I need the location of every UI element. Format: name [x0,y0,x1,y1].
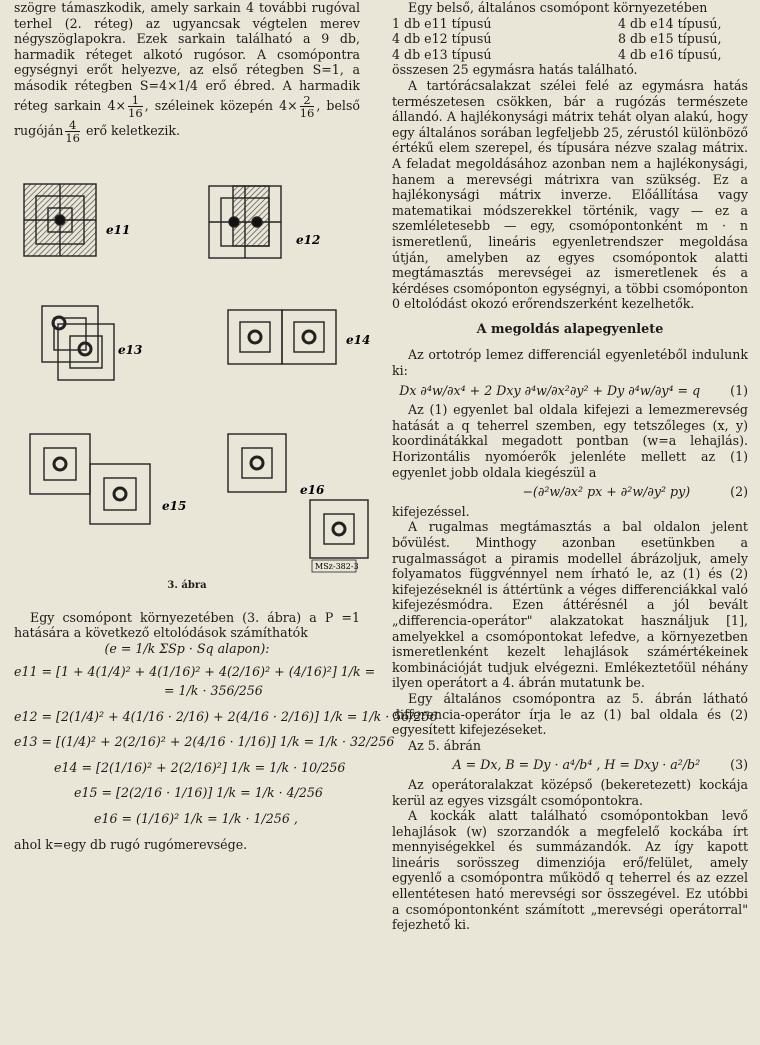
section-heading: A megoldás alapegyenlete [476,321,664,337]
equation-e11: e11 = [1 + 4(1/4)² + 4(1/16)² + 4(2/16)² + (4/16)²] 1/k = [14,664,376,680]
equation-e13: e13 = [(1/4)² + 2(2/16)² + 2(4/16 · 1/16)] 1/k = 1/k · 32/256 [14,734,395,750]
right-paragraph-1b: összesen 25 egymásra hatás található. [392,62,638,78]
right-paragraph-8: Az 5. ábrán [408,737,481,753]
figure-label-e12: e12 [296,232,321,247]
type-table [392,16,748,63]
fraction: $\frac{2}{16}$ [299,92,315,120]
figure-label-e13: e13 [118,342,143,357]
type-row: 4 db e12 típusú 8 db e15 típusú, [392,31,722,47]
left-paragraph-3: ahol k=egy db rugó rugómerevsége. [14,836,248,852]
right-paragraph-10: A kockák alatt található csomópontokban levő lehajlások (w) szorzandók a megfelelő kockába írt mennyiségekkel és summázandók. Az így kapott lineáris sorösszeg dimenziója erő/felület, amely egyenlő a csomópontra működő q teherrel és az ezzel ellentétesen ható merevségi sor összegével. Ez utóbbi a csomópontonként számított „merevségi operátorral" fejezhető ki. [392,808,748,933]
figure-label-e16: e16 [300,482,325,497]
right-paragraph-4: Az (1) egyenlet bal oldala kifejezi a lemezmerevség hatását a q teherrel szemben, egy tetszőleges (x, y) koordinátákkal megadott pontban (w=a lehajlás). Horizontális nyomóerők jelenléte mellett az (1) egyenlet jobb oldala kiegészül a [392,402,748,480]
figure-stamp: MSz-382-3 [315,561,359,571]
right-paragraph-1: Egy belső, általános csomópont környezetében [408,0,708,15]
figure-e13-grid [42,306,114,380]
right-paragraph-3: Az ortotróp lemez differenciál egyenletéből indulunk ki: [392,347,748,379]
fraction: $\frac{4}{16}$ [65,117,80,145]
right-paragraph-6: A rugalmas megtámasztás a bal oldalon jelent bővülést. Minthogy azonban esetünkben a rugalmasságot a piramis modellel ábrázoljuk, amely folyamatos függvénnyel nem írható le, az (1) és (2) kifejezéseknél is áttértünk a véges differenciákkal való kifejezésmódra. Ezen áttérésnél a jól bevált „differencia-operátor" alakzatokat használjuk [1], amelyekkel a csomópontokat lefedve, a környezetben ismeretlenként kezelt lehajlások számértékeinek kombinációját tudjuk elvégezni. Emlékeztetőül néhány ilyen operátort a 4. ábrán mutatunk be. [392,519,748,691]
right-paragraph-7: Egy általános csomópontra az 5. ábrán látható differencia-operátor írja le az (1) bal oldala és (2) egyesített kifejezéseket. [392,690,748,738]
right-paragraph-9: Az operátoralakzat középső (bekeretezett) kockája kerül az egyes vizsgált csomópontokra. [392,776,748,808]
type-row: 1 db e11 típusú 4 db e14 típusú, [392,15,722,31]
equation-e16: e16 = (1/16)² 1/k = 1/k · 1/256 , [94,810,298,826]
right-paragraph-5: kifejezéssel. [392,503,470,519]
right-paragraph-2: A tartórácsalakzat szélei felé az egymásra hatás természetesen csökken, bár a rugózás természete állandó. A hajlékonysági mátrix tehát olyan alakú, hogy egy általános sorában legfeljebb 25, zérustól különböző értékű elem szerepel, és típusára nézve szalag mátrix. A feladat megoldásához azonban nem a hajlékonysági, hanem a merevségi mátrixra van szükség. Ez a hajlékonysági mátrix inverze. Előállítása vagy matematikai módszerekkel történik, vagy — ez a szemléletesebb — egy, csomópontonként m · n ismeretlenű, lineáris egyenletrendszer megoldása útján, amelyben az egyes csomópontok alatti megtámasztás merevségei az ismeretlenek és a kérdéses csomóponton egységnyi, a többi csomóponton 0 eltolódást okozó erőrendszerként kezelhetők. [392,77,748,312]
figure-e16-grid [228,434,368,558]
figure-label-e11: e11 [106,222,131,237]
figure-3 [14,144,371,592]
figure-label-e14: e14 [346,332,371,347]
figure-e11-grid [24,184,96,256]
sum-formula: (e = 1/k ΣSp · Sq alapon): [104,640,270,656]
figure-e14-grid [228,310,336,364]
type-row: 4 db e13 típusú 4 db e16 típusú, [392,46,722,62]
figure-3-drawing [14,144,371,584]
figure-e15-grid [30,434,150,524]
right-column [392,0,748,933]
equation-2: −(∂²w/∂x² px + ∂²w/∂y² py) (2) [522,484,748,500]
equation-e15: e15 = [2(2/16 · 1/16)] 1/k = 1/k · 4/256 [74,785,323,801]
equation-3: A = Dx, B = Dy · a⁴/b⁴ , H = Dxy · a²/b² (3) [452,757,748,773]
equation-e12: e12 = [2(1/4)² + 4(1/16 · 2/16) + 2(4/16 · 2/16)] 1/k = 1/k · 56/256 [14,708,438,724]
left-paragraph-2: Egy csomópont környezetében (3. ábra) a P =1 hatására a következő eltolódások számíthatók [14,609,360,641]
equation-e11-result: = 1/k · 356/256 [164,682,263,698]
fraction: $\frac{1}{16}$ [128,92,143,120]
figure-label-e15: e15 [162,498,187,513]
left-paragraph-1: szögre támaszkodik, amely sarkain 4 további rugóval terhel (2. réteg) az ugyancsak végtelen merev négyszöglapokra. Ezek sarkain található a 9 db, harmadik réteget alkotó rugósor. A csomópontra egységnyi erőt helyezve, az első rétegben S=1, a második rétegben S=4×1/4 erő ébred. A harmadik réteg sarkain 4× $\frac{1}{16}$ , széleinek közepén 4× $\frac{2}{16}$ , belső rugóján $\frac{4}{16}$ erő keletkezik. [14,0,360,145]
equation-e14: e14 = [2(1/16)² + 2(2/16)²] 1/k = 1/k · 10/256 [54,759,346,775]
figure-e12-grid [209,186,281,258]
equation-1: Dx ∂⁴w/∂x⁴ + 2 Dxy ∂⁴w/∂x²∂y² + Dy ∂⁴w/∂y⁴ = q (1) [399,382,748,398]
figure-caption: 3. ábra [167,579,207,591]
